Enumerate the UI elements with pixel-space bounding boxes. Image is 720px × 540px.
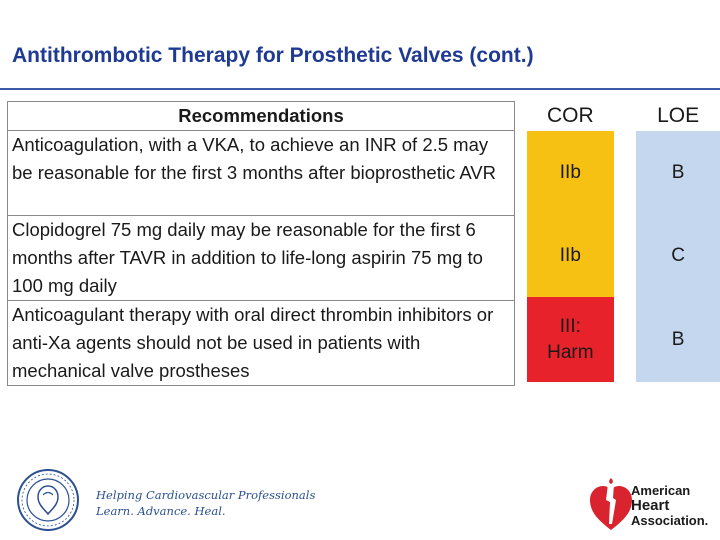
- title-divider: [0, 88, 720, 90]
- acc-tagline: [96, 487, 315, 519]
- acc-seal-logo: [16, 468, 80, 532]
- recommendation-text: Anticoagulant therapy with oral direct thrombin inhibitors or anti-Xa agents should not be used in patients with mechanical valve prostheses: [8, 301, 515, 386]
- cor-loe-header-row: [527, 101, 720, 131]
- recommendations-header: Recommendations: [8, 102, 515, 131]
- table-header-row: [8, 102, 515, 131]
- cor-badge: [527, 297, 614, 382]
- aha-line3: Association.: [631, 513, 709, 528]
- cor-header: COR: [547, 104, 594, 127]
- cor-badge: IIb: [527, 214, 614, 297]
- cor-loe-row: [527, 297, 720, 382]
- cor-loe-row: [527, 131, 720, 214]
- loe-badge: C: [636, 214, 720, 297]
- cor-harm-text: III: Harm: [547, 315, 594, 363]
- slide-title: Antithrombotic Therapy for Prosthetic Valves (cont.): [12, 44, 534, 67]
- table-row: [8, 216, 515, 301]
- aha-line2: Heart: [631, 497, 670, 514]
- table-row: [8, 131, 515, 216]
- aha-heart-torch-logo: [588, 478, 634, 534]
- cor-loe-row: [527, 214, 720, 297]
- cor-badge: IIb: [527, 131, 614, 214]
- recommendation-text: Clopidogrel 75 mg daily may be reasonable for the first 6 months after TAVR in addition to life-long aspirin 75 mg to 100 mg daily: [8, 216, 515, 301]
- loe-badge: B: [636, 131, 720, 214]
- table-row: [8, 301, 515, 386]
- acc-tagline-line2: Learn. Advance. Heal.: [96, 504, 226, 518]
- aha-wordmark: [631, 484, 708, 528]
- recommendations-table: [7, 101, 515, 386]
- footer-logos: [0, 460, 720, 540]
- loe-header: LOE: [657, 104, 700, 127]
- aha-line1: American: [631, 483, 691, 498]
- recommendation-text: Anticoagulation, with a VKA, to achieve an INR of 2.5 may be reasonable for the first 3 months after bioprosthetic AVR: [8, 131, 515, 216]
- cor-loe-table: [527, 101, 720, 382]
- loe-badge: B: [636, 297, 720, 382]
- acc-tagline-line1: Helping Cardiovascular Professionals: [96, 488, 316, 502]
